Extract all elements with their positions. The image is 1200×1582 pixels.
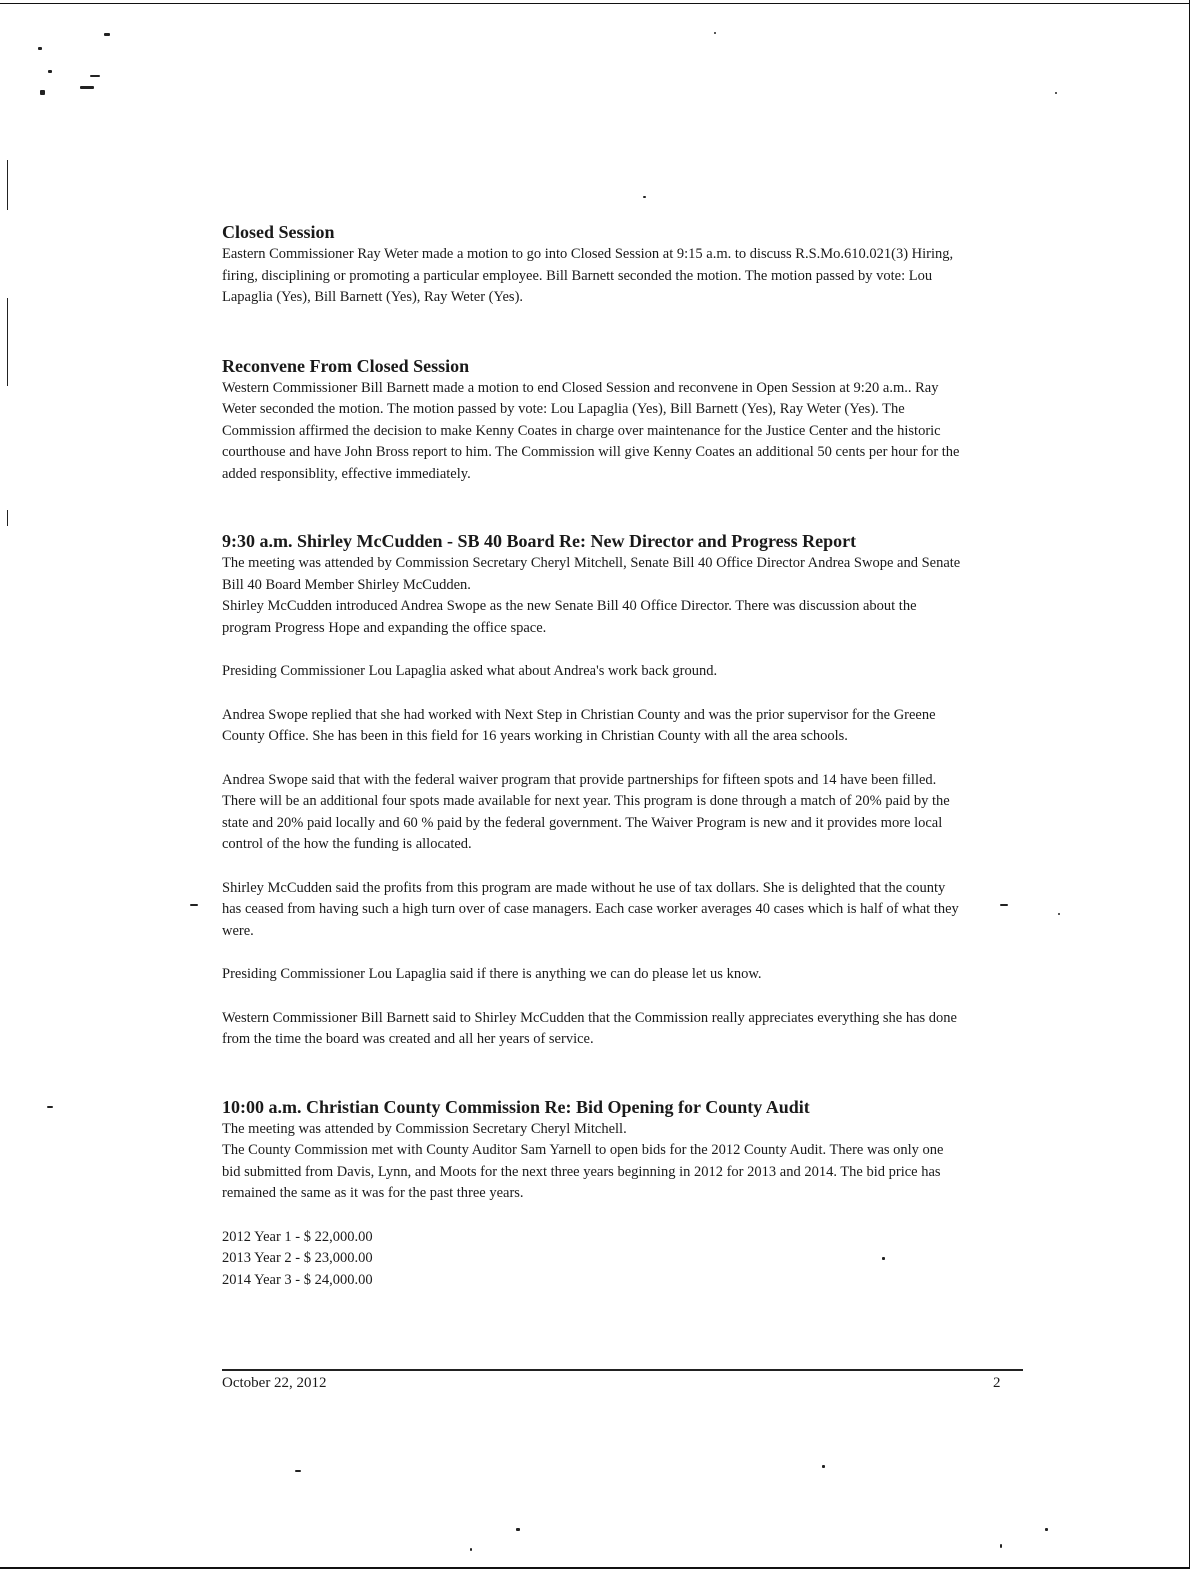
section-heading: 9:30 a.m. Shirley McCudden - SB 40 Board Re: New Director and Progress Report [222, 531, 857, 551]
section-sb40-board [222, 529, 962, 1051]
paragraph: Presiding Commissioner Lou Lapaglia said if there is anything we can do please let us know. [222, 966, 762, 982]
bid-item: 2014 Year 3 - $ 24,000.00 [222, 1271, 373, 1288]
document-body [222, 220, 962, 1291]
bid-item: 2013 Year 2 - $ 23,000.00 [222, 1250, 373, 1266]
scan-speck [516, 1528, 520, 1531]
paragraph: Shirley McCudden introduced Andrea Swope as the new Senate Bill 40 Office Director. There was discussion about the program Progress Hope and expanding the office space. [222, 598, 917, 636]
scan-speck [104, 33, 110, 36]
paragraph: Western Commissioner Bill Barnett made a motion to end Closed Session and reconvene in Open Session at 9:20 a.m.. Ray Weter seconded the motion. The motion passed by vote: Lou Lapaglia (Yes), Bill Barnett (Yes), Ray Weter (Yes). The Commission affirmed the decision to make Kenny Coates in charge over maintenance for the Justice Center and the historic courthouse and have John Bross report to him. The Commission will give Kenny Coates an additional 50 cents per hour for the added responsiblity, effective immediately. [222, 379, 960, 482]
scan-speck [1058, 913, 1060, 915]
scan-speck [470, 1548, 472, 1551]
paragraph: Eastern Commissioner Ray Weter made a motion to go into Closed Session at 9:15 a.m. to discuss R.S.Mo.610.021(3) Hiring, firing, disciplining or promoting a particular employee. Bill Barnett seconded the motion. The motion passed by vote: Lou Lapaglia (Yes), Bill Barnett (Yes), Ray Weter (Yes). [222, 246, 954, 305]
section-closed-session [222, 220, 962, 309]
paragraph: Western Commissioner Bill Barnett said to Shirley McCudden that the Commission really appreciates everything she has done from the time the board was created and all her years of service. [222, 1009, 957, 1047]
paragraph: Andrea Swope replied that she had worked with Next Step in Christian County and was the prior supervisor for the Greene County Office. She has been in this field for 16 years working in Christian County with all the area schools. [222, 706, 936, 744]
scan-speck [1055, 92, 1057, 94]
margin-mark [7, 298, 8, 386]
paragraph: The meeting was attended by Commission Secretary Cheryl Mitchell. [222, 1120, 627, 1137]
bid-item: 2012 Year 1 - $ 22,000.00 [222, 1228, 373, 1245]
paragraph: Andrea Swope said that with the federal waiver program that provide partnerships for fifteen spots and 14 have been filled. There will be an additional four spots made available for next year. This program is done through a match of 20% paid by the state and 20% paid locally and 60 % paid by the federal government. The Waiver Program is new and it provides more local control of the how the funding is allocated. [222, 771, 950, 852]
paragraph: The County Commission met with County Auditor Sam Yarnell to open bids for the 2012 County Audit. There was only one bid submitted from Davis, Lynn, and Moots for the next three years beginning in 2012 for 2013 and 2014. The bid price has remained the same as it was for the past three years. [222, 1142, 944, 1201]
scan-border-right [1189, 0, 1190, 1568]
page-number: 2 [993, 1375, 1001, 1391]
scan-speck [90, 75, 100, 77]
section-reconvene [222, 354, 962, 486]
scan-speck [190, 904, 198, 906]
scan-speck [295, 1470, 301, 1472]
scan-speck [38, 47, 42, 50]
scan-speck [1000, 904, 1008, 906]
scan-speck [822, 1465, 825, 1468]
paragraph: Presiding Commissioner Lou Lapaglia asked what about Andrea's work back ground. [222, 663, 718, 679]
scan-speck [643, 196, 646, 198]
footer-date: October 22, 2012 [222, 1375, 327, 1391]
scan-speck [1000, 1544, 1002, 1548]
section-bid-opening [222, 1095, 962, 1292]
margin-mark [7, 160, 8, 210]
bid-list [222, 1227, 962, 1292]
paragraph: The meeting was attended by Commission Secretary Cheryl Mitchell, Senate Bill 40 Office Director Andrea Swope and Senate Bill 40 Board Member Shirley McCudden. [222, 555, 961, 593]
scan-speck [47, 1106, 53, 1108]
scan-speck [40, 90, 45, 95]
section-heading: Reconvene From Closed Session [222, 355, 470, 376]
footer-rule [222, 1369, 1023, 1371]
scan-speck [1045, 1528, 1048, 1531]
scan-speck [714, 32, 716, 34]
section-heading: Closed Session [222, 222, 335, 242]
scan-speck [80, 86, 94, 89]
margin-mark [7, 510, 8, 526]
scan-border-bottom [0, 1567, 1190, 1569]
scan-border-top [0, 3, 1190, 4]
paragraph: Shirley McCudden said the profits from this program are made without he use of tax dollars. She is delighted that the county has ceased from having such a high turn over of case managers. Each case worker averages 40 cases which is half of what they were. [222, 879, 959, 939]
scan-speck [48, 70, 52, 73]
section-heading: 10:00 a.m. Christian County Commission Re: Bid Opening for County Audit [222, 1096, 810, 1117]
